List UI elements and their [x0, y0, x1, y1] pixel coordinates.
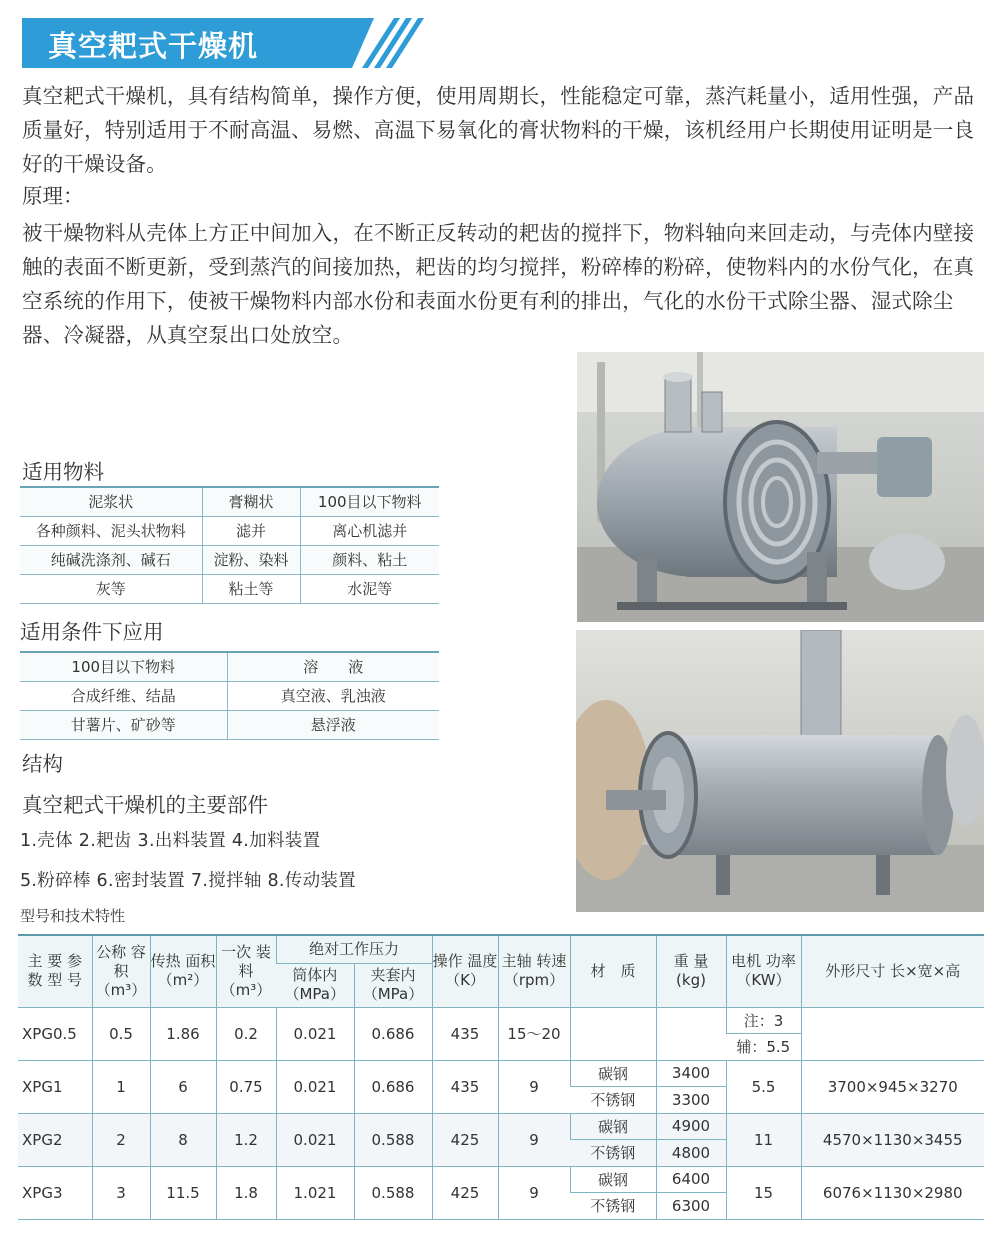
table-cell: 6076×1130×2980 [801, 1166, 984, 1219]
table-row [20, 681, 439, 710]
header-pressure: 绝对工作压力 [276, 935, 432, 963]
table-cell [570, 1007, 656, 1060]
conditions-table [20, 651, 439, 740]
table-cell: 0.588 [354, 1113, 432, 1166]
table-cell: 11.5 [150, 1166, 216, 1219]
table-cell: 15～20 [498, 1007, 570, 1060]
table-cell: 0.686 [354, 1060, 432, 1113]
table-cell: 不锈钢 [570, 1193, 656, 1220]
table-cell: 碳钢 [570, 1060, 656, 1087]
table-cell: 不锈钢 [570, 1140, 656, 1167]
model-cell: XPG0.5 [18, 1007, 92, 1060]
table-cell: 6300 [656, 1193, 726, 1220]
header-charge: 一次 装料 （m³） [216, 935, 276, 1007]
header-material: 材 质 [570, 935, 656, 1007]
table-cell: 0.588 [354, 1166, 432, 1219]
dryer-photo-2 [576, 630, 984, 912]
table-cell: 6 [150, 1060, 216, 1113]
table-cell: 1.021 [276, 1166, 354, 1219]
model-cell: XPG1 [18, 1060, 92, 1113]
table-cell: 4900 [656, 1113, 726, 1140]
conditions-heading: 适用条件下应用 [20, 620, 164, 644]
table-cell: 粘土等 [202, 574, 300, 603]
page-title: 真空耙式干燥机 [48, 29, 259, 63]
table-cell: 425 [432, 1166, 498, 1219]
table-cell: 辅：5.5 [726, 1034, 801, 1061]
table-cell: 泥浆状 [20, 487, 202, 516]
table-cell: 1 [92, 1060, 150, 1113]
table-cell: 离心机滤并 [300, 516, 439, 545]
table-cell: 0.021 [276, 1060, 354, 1113]
table-cell: 0.2 [216, 1007, 276, 1060]
table-cell: 注：3 [726, 1007, 801, 1034]
table-cell: 11 [726, 1113, 801, 1166]
table-cell: 0.75 [216, 1060, 276, 1113]
table-cell: 0.021 [276, 1113, 354, 1166]
table-row [20, 487, 439, 516]
table-cell: 8 [150, 1113, 216, 1166]
table-row [18, 1166, 984, 1193]
table-cell: 碳钢 [570, 1113, 656, 1140]
table-cell: 合成纤维、结晶 [20, 681, 227, 710]
header-volume: 公称 容积 （m³） [92, 935, 150, 1007]
parts-list-line-1: 1.壳体 2.耙齿 3.出料装置 4.加料装置 [20, 831, 321, 851]
table-cell [656, 1007, 726, 1060]
table-row [20, 574, 439, 603]
materials-table [20, 486, 439, 604]
table-cell: 5.5 [726, 1060, 801, 1113]
table-cell: 悬浮液 [227, 710, 439, 739]
table-cell: 3 [92, 1166, 150, 1219]
table-cell: 9 [498, 1113, 570, 1166]
table-cell: 4800 [656, 1140, 726, 1167]
table-cell: 各种颜料、泥头状物料 [20, 516, 202, 545]
table-cell [801, 1007, 984, 1060]
table-cell: 溶 液 [227, 652, 439, 681]
principle-label: 原理： [22, 184, 84, 208]
header-speed: 主轴 转速 （rpm） [498, 935, 570, 1007]
table-cell: 4570×1130×3455 [801, 1113, 984, 1166]
table-cell: 100目以下物料 [20, 652, 227, 681]
table-row [20, 710, 439, 739]
header-size: 外形尺寸 长×宽×高 [801, 935, 984, 1007]
table-cell: 灰等 [20, 574, 202, 603]
table-cell: 纯碱洗涤剂、碱石 [20, 545, 202, 574]
table-cell: 15 [726, 1166, 801, 1219]
table-cell: 100目以下物料 [300, 487, 439, 516]
parts-list-line-2: 5.粉碎棒 6.密封装置 7.搅拌轴 8.传动装置 [20, 871, 356, 891]
table-cell: 1.86 [150, 1007, 216, 1060]
header-pressure-jacket: 夹套内 （MPa） [354, 963, 432, 1007]
table-cell: 435 [432, 1060, 498, 1113]
table-cell: 435 [432, 1007, 498, 1060]
table-cell: 水泥等 [300, 574, 439, 603]
model-cell: XPG2 [18, 1113, 92, 1166]
table-cell: 0.021 [276, 1007, 354, 1060]
table-cell: 9 [498, 1060, 570, 1113]
intro-paragraph: 真空耙式干燥机，具有结构简单，操作方便，使用周期长，性能稳定可靠，蒸汽耗量小，适用性强，产品质量好，特别适用于不耐高温、易燃、高温下易氧化的膏状物料的干燥，该机经用户长期使用证明是一良好的干燥设备。 [22, 84, 975, 176]
table-cell: 真空液、乳浊液 [227, 681, 439, 710]
dryer-photo-1 [577, 352, 984, 622]
table-cell: 1.2 [216, 1113, 276, 1166]
table-row [20, 545, 439, 574]
table-row [20, 652, 439, 681]
table-cell: 6400 [656, 1166, 726, 1193]
table-cell: 0.5 [92, 1007, 150, 1060]
table-cell: 3300 [656, 1087, 726, 1114]
header-weight: 重 量 (kg) [656, 935, 726, 1007]
table-cell: 3400 [656, 1060, 726, 1087]
table-row [18, 1113, 984, 1140]
table-row [18, 1060, 984, 1087]
table-cell: 颜料、粘土 [300, 545, 439, 574]
principle-paragraph: 被干燥物料从壳体上方正中间加入，在不断正反转动的耙齿的搅拌下，物料轴向来回走动，与壳体内壁接触的表面不断更新，受到蒸汽的间接加热，耙齿的均匀搅拌，粉碎棒的粉碎，使物料内的水份气化，在真空系统的作用下，使被干燥物料内部水份和表面水份更有利的排出，气化的水份干式除尘器、湿式除尘器、冷凝器，从真空泵出口处放空。 [22, 221, 975, 347]
structure-heading: 结构 [22, 752, 63, 776]
table-cell: 1.8 [216, 1166, 276, 1219]
table-cell: 不锈钢 [570, 1087, 656, 1114]
materials-heading: 适用物料 [22, 460, 104, 484]
model-cell: XPG3 [18, 1166, 92, 1219]
table-cell: 0.686 [354, 1007, 432, 1060]
table-cell: 2 [92, 1113, 150, 1166]
table-cell: 滤并 [202, 516, 300, 545]
header-power: 电机 功率 （KW） [726, 935, 801, 1007]
header-area: 传热 面积 （m²） [150, 935, 216, 1007]
header-pressure-shell: 筒体内 （MPa） [276, 963, 354, 1007]
table-cell: 甘薯片、矿砂等 [20, 710, 227, 739]
parts-heading: 真空耙式干燥机的主要部件 [22, 793, 268, 817]
spec-table [18, 934, 984, 1220]
spec-caption: 型号和技术特性 [20, 907, 126, 925]
header-temp: 操作 温度 （K） [432, 935, 498, 1007]
table-cell: 3700×945×3270 [801, 1060, 984, 1113]
header-main-param: 主 要 参 数 型 号 [18, 935, 92, 1007]
table-cell: 碳钢 [570, 1166, 656, 1193]
table-cell: 425 [432, 1113, 498, 1166]
table-row [18, 1007, 984, 1034]
table-cell: 膏糊状 [202, 487, 300, 516]
table-row [20, 516, 439, 545]
table-cell: 淀粉、染料 [202, 545, 300, 574]
table-cell: 9 [498, 1166, 570, 1219]
header-row [18, 935, 984, 963]
